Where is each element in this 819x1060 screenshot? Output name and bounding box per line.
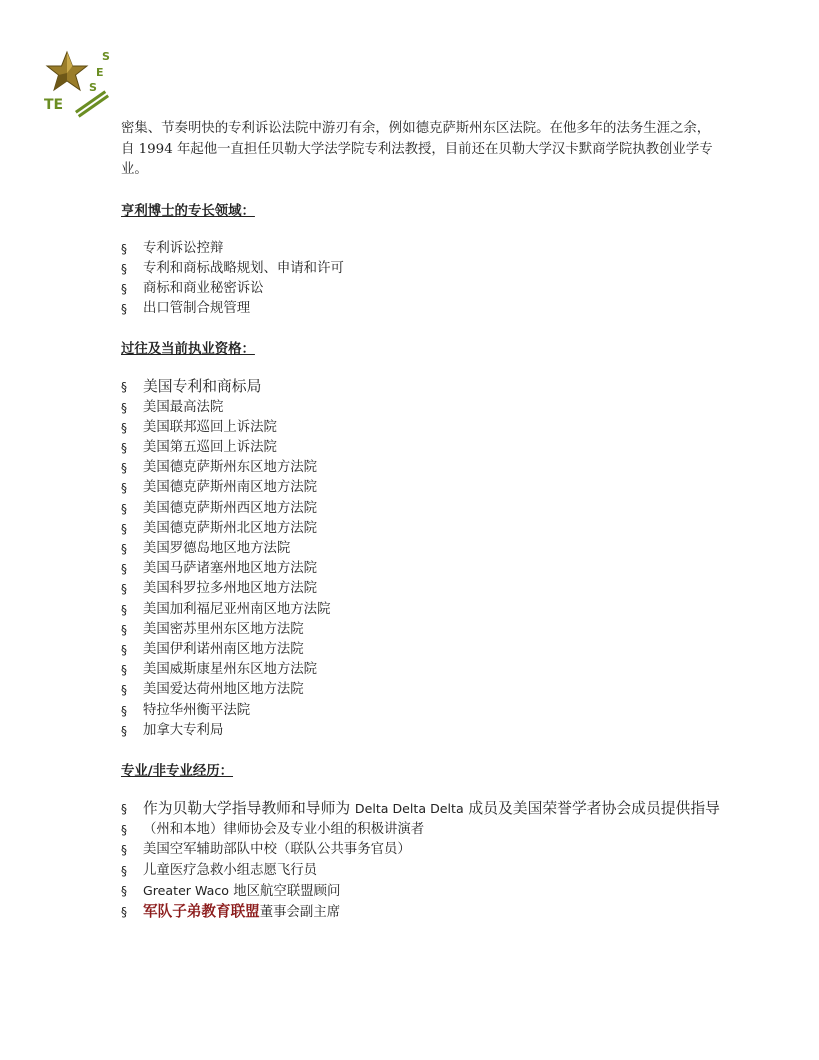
document-body — [121, 119, 721, 923]
list-item: § 特拉华州衡平法院 — [121, 702, 251, 718]
list-item: § （州和本地）律师协会及专业小组的积极讲演者 — [121, 822, 425, 838]
list-item: § 作为贝勒大学指导教师和导师为 Delta Delta Delta 成员及美国荣誉学者协会成员提供指导 — [121, 799, 720, 817]
expertise-heading: 亨利博士的专长领域： — [121, 202, 255, 219]
list-item: § 美国德克萨斯州东区地方法院 — [121, 460, 318, 476]
list-item: § 美国最高法院 — [121, 399, 224, 415]
list-item: § 美国德克萨斯州西区地方法院 — [121, 500, 318, 516]
list-item: § 出口管制合规管理 — [121, 301, 251, 317]
star-logo-icon — [40, 46, 122, 122]
list-item: § 美国罗德岛地区地方法院 — [121, 540, 291, 556]
list-item: § 美国空军辅助部队中校（联队公共事务官员） — [121, 842, 411, 858]
list-item: § 美国加利福尼亚州南区地方法院 — [121, 601, 331, 617]
svg-text:TE: TE — [44, 97, 64, 113]
list-item: § 专利诉讼控辩 — [121, 240, 224, 256]
experience-heading: 专业/非专业经历： — [121, 762, 234, 779]
intro-paragraph: 密集、节奏明快的专利诉讼法院中游刃有余，例如德克萨斯州东区法院。在他多年的法务生涯之余，自 1994 年起他一直担任贝勒大学法学院专利法教授，目前还在贝勒大学汉卡默商学院执教创业学专业。 — [121, 121, 713, 177]
list-item: § 美国马萨诸塞州地区地方法院 — [121, 561, 318, 577]
list-item: § 商标和商业秘密诉讼 — [121, 280, 264, 296]
admissions-list — [121, 377, 721, 741]
admissions-heading: 过往及当前执业资格： — [121, 341, 255, 358]
list-item: § Greater Waco 地区航空联盟顾问 — [121, 882, 341, 899]
list-item: § 儿童医疗急救小组志愿飞行员 — [121, 862, 318, 878]
experience-list — [121, 799, 721, 923]
svg-text:E: E — [96, 66, 104, 79]
list-item: § 军队子弟教育联盟董事会副主席 — [121, 902, 341, 920]
organization-highlight: 军队子弟教育联盟 — [143, 902, 260, 920]
list-item: § 专利和商标战略规划、申请和许可 — [121, 260, 344, 276]
list-item: § 美国科罗拉多州地区地方法院 — [121, 581, 318, 597]
list-item: § 加拿大专利局 — [121, 722, 224, 738]
tess-logo — [40, 46, 122, 122]
list-item: § 美国联邦巡回上诉法院 — [121, 419, 277, 435]
svg-text:S: S — [102, 50, 110, 63]
list-item: § 美国专利和商标局 — [121, 378, 262, 396]
list-item: § 美国密苏里州东区地方法院 — [121, 621, 304, 637]
list-item: § 美国威斯康星州东区地方法院 — [121, 662, 318, 678]
list-item: § 美国第五巡回上诉法院 — [121, 439, 277, 455]
list-item: § 美国德克萨斯州南区地方法院 — [121, 480, 318, 496]
list-item: § 美国伊利诺州南区地方法院 — [121, 641, 304, 657]
list-item: § 美国德克萨斯州北区地方法院 — [121, 520, 318, 536]
svg-text:S: S — [89, 81, 97, 94]
list-item: § 美国爱达荷州地区地方法院 — [121, 682, 304, 698]
expertise-list — [121, 239, 721, 320]
